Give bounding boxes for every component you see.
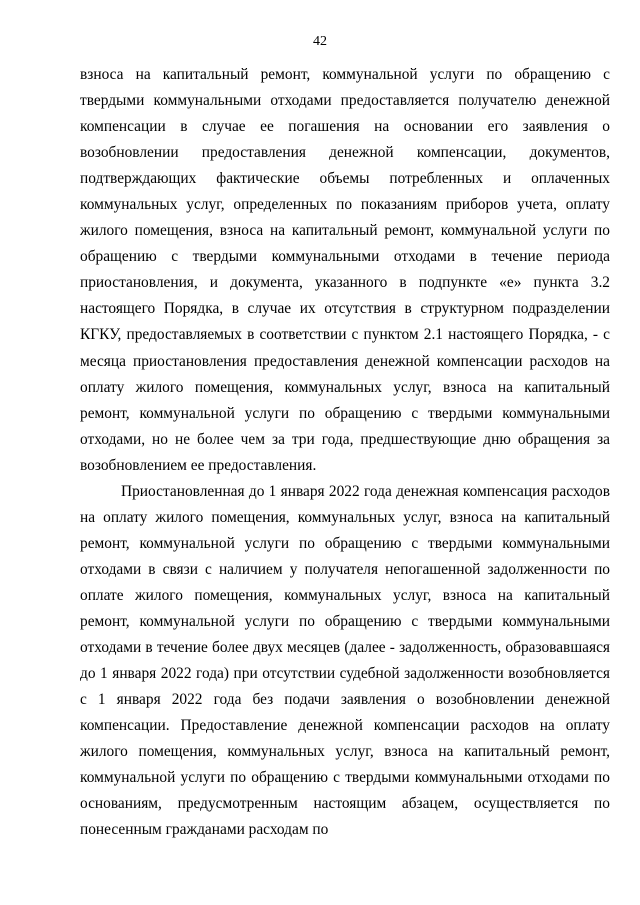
page-number: 42 [313, 34, 327, 49]
document-body [80, 62, 610, 843]
paragraph-1: взноса на капитальный ремонт, коммунальной услуги по обращению с твердыми коммунальными отходами предоставляется получателю денежной компенсации в случае ее погашения на основании его заявления о возобновлении предоставления денежной компенсации, документов, подтверждающих фактические объемы потребленных и оплаченных коммунальных услуг, определенных по показаниям приборов учета, оплату жилого помещения, взноса на капитальный ремонт, коммунальной услуги по обращению с твердыми коммунальными отходами в течение периода приостановления, и документа, указанного в подпункте «е» пункта 3.2 настоящего Порядка, в случае их отсутствия в структурном подразделении КГКУ, предоставляемых в соответствии с пунктом 2.1 настоящего Порядка, - с месяца приостановления предоставления денежной компенсации расходов на оплату жилого помещения, коммунальных услуг, взноса на капитальный ремонт, коммунальной услуги по обращению с твердыми коммунальными отходами, но не более чем за три года, предшествующие дню обращения за возобновлением ее предоставления. [80, 66, 610, 474]
paragraph-2: Приостановленная до 1 января 2022 года денежная компенсация расходов на оплату жилого помещения, коммунальных услуг, взноса на капитальный ремонт, коммунальной услуги по обращению с твердыми коммунальными отходами в связи с наличием у получателя непогашенной задолженности по оплате жилого помещения, коммунальных услуг, взноса на капитальный ремонт, коммунальной услуги по обращению с твердыми коммунальными отходами в течение более двух месяцев (далее - задолженность, образовавшаяся до 1 января 2022 года) при отсутствии судебной задолженности возобновляется с 1 января 2022 года без подачи заявления о возобновлении денежной компенсации. Предоставление денежной компенсации расходов на оплату жилого помещения, коммунальных услуг, взноса на капитальный ремонт, коммунальной услуги по обращению с твердыми коммунальными отходами по основаниям, предусмотренным настоящим абзацем, осуществляется по понесенным гражданами расходам по [80, 482, 610, 839]
